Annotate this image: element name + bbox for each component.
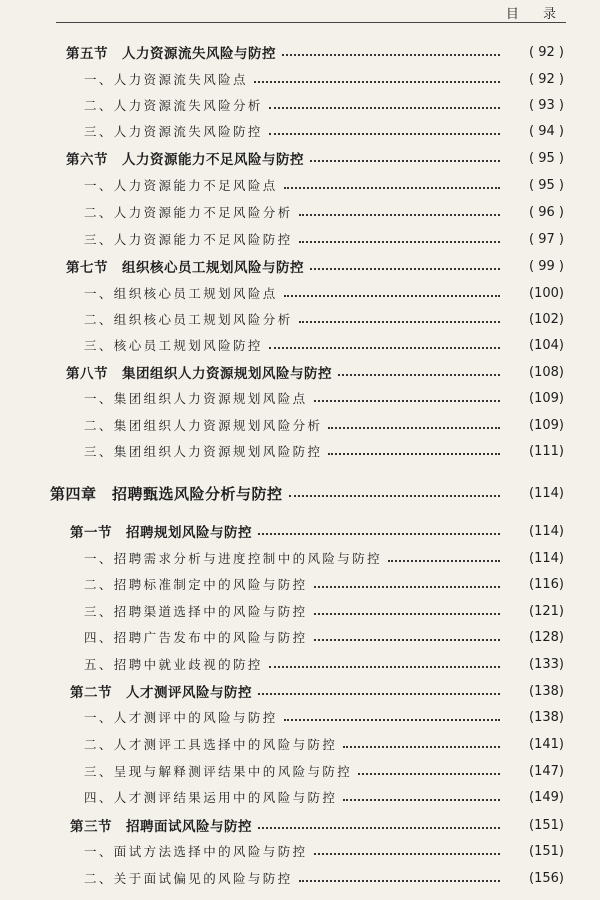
toc-entry-page: (149) — [529, 789, 564, 805]
toc-entry-page: (151) — [529, 843, 564, 859]
toc-entry-title: 三、人力资源能力不足风险防控 — [84, 232, 293, 247]
dot-leader — [284, 186, 500, 189]
toc-entry-page: (114) — [529, 523, 564, 539]
page-header — [0, 0, 600, 24]
dot-leader — [289, 494, 500, 497]
dot-leader — [358, 772, 500, 775]
toc-entry-title: 一、集团组织人力资源规划风险点 — [84, 391, 308, 406]
dot-leader — [269, 346, 500, 349]
dot-leader — [258, 826, 500, 829]
toc-item — [0, 334, 600, 356]
toc-entry-title: 一、招聘需求分析与进度控制中的风险与防控 — [84, 551, 383, 566]
toc-entry-page: ( 99 ) — [529, 258, 564, 274]
dot-leader — [282, 53, 500, 56]
dot-leader — [254, 80, 500, 83]
toc-entry-page: ( 95 ) — [529, 150, 564, 166]
toc-entry-title: 第二节 人才测评风险与防控 — [70, 685, 252, 701]
dot-leader — [269, 665, 500, 668]
toc-entry-page: (102) — [529, 311, 564, 327]
toc-entry-page: (138) — [529, 709, 564, 725]
toc-entry-title: 一、人力资源流失风险点 — [84, 72, 248, 87]
toc-entry-title: 第四章 招聘甄选风险分析与防控 — [50, 484, 283, 503]
dot-leader — [343, 745, 500, 748]
toc-entry-page: (141) — [529, 736, 564, 752]
dot-leader — [338, 373, 500, 376]
toc-item — [0, 547, 600, 569]
header-label: 目 录 — [505, 7, 566, 22]
toc-section — [0, 814, 600, 836]
toc-section — [0, 147, 600, 169]
dot-leader — [388, 559, 500, 562]
dot-leader — [310, 267, 500, 270]
toc-item — [0, 573, 600, 595]
toc-entry-title: 四、人才测评结果运用中的风险与防控 — [84, 790, 338, 805]
toc-entry-page: (111) — [529, 443, 564, 459]
toc-entry-title: 第六节 人力资源能力不足风险与防控 — [66, 152, 304, 168]
toc-entry-page: ( 97 ) — [529, 231, 564, 247]
toc-item — [0, 120, 600, 142]
toc-item — [0, 201, 600, 223]
dot-leader — [299, 240, 500, 243]
toc-entry-page: (114) — [529, 485, 564, 501]
toc-entry-page: (109) — [529, 417, 564, 433]
toc-item — [0, 733, 600, 755]
dot-leader — [314, 852, 500, 855]
dot-leader — [299, 320, 500, 323]
toc-entry-title: 第八节 集团组织人力资源规划风险与防控 — [66, 366, 332, 382]
dot-leader — [269, 132, 500, 135]
toc-item — [0, 174, 600, 196]
dot-leader — [269, 106, 500, 109]
toc-entry-page: (100) — [529, 285, 564, 301]
dot-leader — [284, 718, 500, 721]
toc-section — [0, 41, 600, 63]
toc-item — [0, 786, 600, 808]
dot-leader — [328, 452, 500, 455]
toc-entry-title: 一、面试方法选择中的风险与防控 — [84, 844, 308, 859]
toc-item — [0, 653, 600, 675]
toc-entry-title: 三、集团组织人力资源规划风险防控 — [84, 444, 323, 459]
toc-entry-title: 二、集团组织人力资源规划风险分析 — [84, 418, 323, 433]
toc-item — [0, 867, 600, 889]
toc-item — [0, 228, 600, 250]
toc-entry-title: 二、人力资源能力不足风险分析 — [84, 205, 293, 220]
toc-entry-page: (114) — [529, 550, 564, 566]
toc-entry-page: (128) — [529, 629, 564, 645]
dot-leader — [314, 399, 500, 402]
dot-leader — [299, 879, 500, 882]
toc-entry-title: 第三节 招聘面试风险与防控 — [70, 819, 252, 835]
toc-entry-page: (147) — [529, 763, 564, 779]
toc-section — [0, 680, 600, 702]
dot-leader — [258, 532, 500, 535]
toc-entry-title: 第一节 招聘规划风险与防控 — [70, 525, 252, 541]
toc-entry-page: ( 92 ) — [529, 71, 564, 87]
toc-item — [0, 760, 600, 782]
toc-entry-title: 三、人力资源流失风险防控 — [84, 124, 263, 139]
toc-item — [0, 308, 600, 330]
dot-leader — [328, 426, 500, 429]
toc-item — [0, 440, 600, 462]
toc-entry-page: ( 94 ) — [529, 123, 564, 139]
toc-entry-title: 二、招聘标准制定中的风险与防控 — [84, 577, 308, 592]
toc-entry-title: 三、呈现与解释测评结果中的风险与防控 — [84, 764, 353, 779]
dot-leader — [314, 612, 500, 615]
toc-entry-page: (156) — [529, 870, 564, 886]
toc-item — [0, 68, 600, 90]
toc-entry-page: (116) — [529, 576, 564, 592]
toc-item — [0, 387, 600, 409]
dot-leader — [343, 798, 500, 801]
dot-leader — [284, 294, 500, 297]
toc-section — [0, 361, 600, 383]
toc-entry-page: (133) — [529, 656, 564, 672]
toc-entry-title: 二、人才测评工具选择中的风险与防控 — [84, 737, 338, 752]
toc-item — [0, 840, 600, 862]
toc-item — [0, 94, 600, 116]
toc-chapter — [0, 482, 600, 504]
toc-entry-page: (138) — [529, 683, 564, 699]
toc-item — [0, 626, 600, 648]
toc-entry-title: 一、人力资源能力不足风险点 — [84, 178, 278, 193]
dot-leader — [258, 692, 500, 695]
dot-leader — [314, 638, 500, 641]
toc-entry-page: ( 93 ) — [529, 97, 564, 113]
toc-item — [0, 282, 600, 304]
toc-entry-page: (121) — [529, 603, 564, 619]
dot-leader — [314, 585, 500, 588]
toc-entry-page: (109) — [529, 390, 564, 406]
dot-leader — [299, 213, 500, 216]
toc-entry-page: (104) — [529, 337, 564, 353]
toc-entry-page: ( 96 ) — [529, 204, 564, 220]
toc-item — [0, 414, 600, 436]
toc-entry-page: (108) — [529, 364, 564, 380]
toc-entry-page: (151) — [529, 817, 564, 833]
toc-item — [0, 706, 600, 728]
toc-entry-title: 二、人力资源流失风险分析 — [84, 98, 263, 113]
toc-entry-page: ( 92 ) — [529, 44, 564, 60]
toc-entry-title: 一、组织核心员工规划风险点 — [84, 286, 278, 301]
toc-entry-title: 三、招聘渠道选择中的风险与防控 — [84, 604, 308, 619]
toc-entry-title: 二、组织核心员工规划风险分析 — [84, 312, 293, 327]
toc-item — [0, 600, 600, 622]
toc-entry-title: 五、招聘中就业歧视的防控 — [84, 657, 263, 672]
toc-entry-title: 二、关于面试偏见的风险与防控 — [84, 871, 293, 886]
toc-section — [0, 255, 600, 277]
toc-entry-page: ( 95 ) — [529, 177, 564, 193]
toc-entry-title: 第七节 组织核心员工规划风险与防控 — [66, 260, 304, 276]
dot-leader — [310, 159, 500, 162]
toc-entry-title: 第五节 人力资源流失风险与防控 — [66, 46, 276, 62]
toc-entry-title: 四、招聘广告发布中的风险与防控 — [84, 630, 308, 645]
toc-entry-title: 一、人才测评中的风险与防控 — [84, 710, 278, 725]
header-rule — [56, 22, 566, 23]
toc-entry-title: 三、核心员工规划风险防控 — [84, 338, 263, 353]
toc-section — [0, 520, 600, 542]
